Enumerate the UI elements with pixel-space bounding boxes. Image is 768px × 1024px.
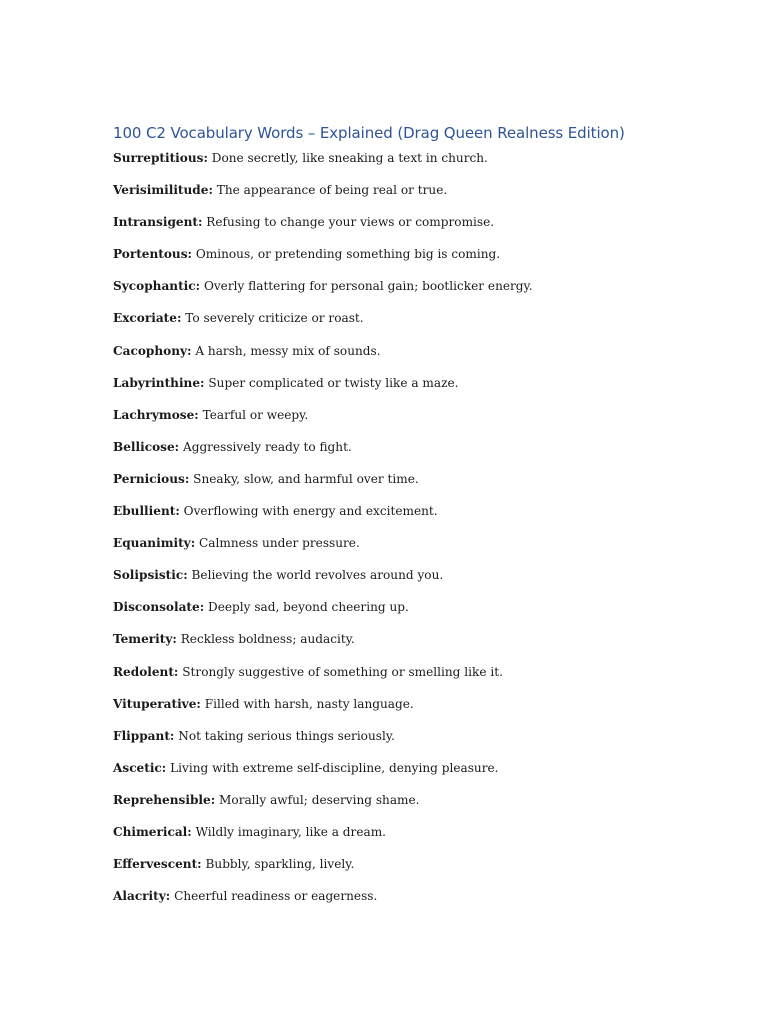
vocabulary-entry	[113, 792, 733, 824]
entry-term: Labyrinthine:	[113, 375, 205, 390]
vocabulary-entry	[113, 182, 733, 214]
vocabulary-entry	[113, 888, 733, 920]
entry-term: Pernicious:	[113, 471, 190, 486]
entry-definition: The appearance of being real or true.	[216, 183, 448, 198]
entry-definition: Not taking serious things seriously.	[178, 728, 395, 743]
vocabulary-list	[113, 150, 733, 920]
entry-definition: A harsh, messy mix of sounds.	[195, 343, 381, 358]
entry-term: Reprehensible:	[113, 792, 216, 807]
vocabulary-entry	[113, 760, 733, 792]
entry-definition: Calmness under pressure.	[199, 536, 360, 551]
entry-definition: Bubbly, sparkling, lively.	[205, 857, 355, 872]
entry-term: Redolent:	[113, 664, 179, 679]
entry-term: Effervescent:	[113, 857, 202, 872]
entry-term: Flippant:	[113, 728, 175, 743]
vocabulary-entry	[113, 375, 733, 407]
vocabulary-entry	[113, 728, 733, 760]
entry-definition: Strongly suggestive of something or smelling like it.	[182, 664, 503, 679]
vocabulary-entry	[113, 503, 733, 535]
entry-definition: To severely criticize or roast.	[185, 311, 364, 326]
entry-definition: Cheerful readiness or eagerness.	[174, 889, 378, 904]
entry-term: Cacophony:	[113, 343, 192, 358]
vocabulary-entry	[113, 471, 733, 503]
vocabulary-entry	[113, 824, 733, 856]
entry-term: Ascetic:	[113, 760, 167, 775]
entry-definition: Refusing to change your views or compromise.	[206, 215, 495, 230]
entry-term: Intransigent:	[113, 215, 203, 230]
entry-term: Alacrity:	[113, 889, 171, 904]
entry-definition: Super complicated or twisty like a maze.	[208, 375, 459, 390]
entry-term: Vituperative:	[113, 696, 201, 711]
entry-term: Lachrymose:	[113, 407, 199, 422]
entry-definition: Morally awful; deserving shame.	[219, 792, 420, 807]
vocabulary-entry	[113, 856, 733, 888]
entry-definition: Done secretly, like sneaking a text in church.	[211, 151, 488, 165]
vocabulary-entry	[113, 535, 733, 567]
entry-term: Portentous:	[113, 247, 192, 262]
entry-term: Ebullient:	[113, 504, 180, 519]
vocabulary-entry	[113, 246, 733, 278]
entry-term: Equanimity:	[113, 536, 196, 551]
vocabulary-entry	[113, 664, 733, 696]
entry-term: Disconsolate:	[113, 600, 205, 615]
entry-definition: Wildly imaginary, like a dream.	[195, 824, 387, 839]
entry-definition: Aggressively ready to fight.	[182, 439, 352, 454]
entry-term: Verisimilitude:	[113, 183, 213, 198]
vocabulary-entry	[113, 599, 733, 631]
vocabulary-entry	[113, 407, 733, 439]
vocabulary-entry	[113, 278, 733, 310]
entry-definition: Sneaky, slow, and harmful over time.	[193, 471, 419, 486]
entry-definition: Tearful or weepy.	[202, 407, 309, 422]
entry-term: Surreptitious:	[113, 151, 208, 165]
entry-definition: Ominous, or pretending something big is coming.	[195, 247, 501, 262]
entry-term: Sycophantic:	[113, 279, 201, 294]
document-title: 100 C2 Vocabulary Words – Explained (Drag Queen Realness Edition)	[113, 124, 625, 142]
entry-term: Solipsistic:	[113, 568, 188, 583]
vocabulary-entry	[113, 631, 733, 663]
entry-term: Bellicose:	[113, 439, 180, 454]
vocabulary-entry	[113, 343, 733, 375]
entry-definition: Deeply sad, beyond cheering up.	[208, 600, 409, 615]
entry-term: Excoriate:	[113, 311, 182, 326]
vocabulary-entry	[113, 696, 733, 728]
vocabulary-entry	[113, 150, 733, 182]
vocabulary-entry	[113, 567, 733, 599]
vocabulary-entry	[113, 439, 733, 471]
entry-term: Chimerical:	[113, 824, 192, 839]
entry-definition: Filled with harsh, nasty language.	[204, 696, 414, 711]
entry-definition: Overflowing with energy and excitement.	[183, 504, 438, 519]
vocabulary-entry	[113, 214, 733, 246]
entry-definition: Living with extreme self-discipline, denying pleasure.	[170, 760, 499, 775]
entry-definition: Reckless boldness; audacity.	[180, 632, 355, 647]
entry-term: Temerity:	[113, 632, 177, 647]
vocabulary-entry	[113, 310, 733, 342]
entry-definition: Overly flattering for personal gain; bootlicker energy.	[203, 279, 533, 294]
entry-definition: Believing the world revolves around you.	[191, 568, 444, 583]
